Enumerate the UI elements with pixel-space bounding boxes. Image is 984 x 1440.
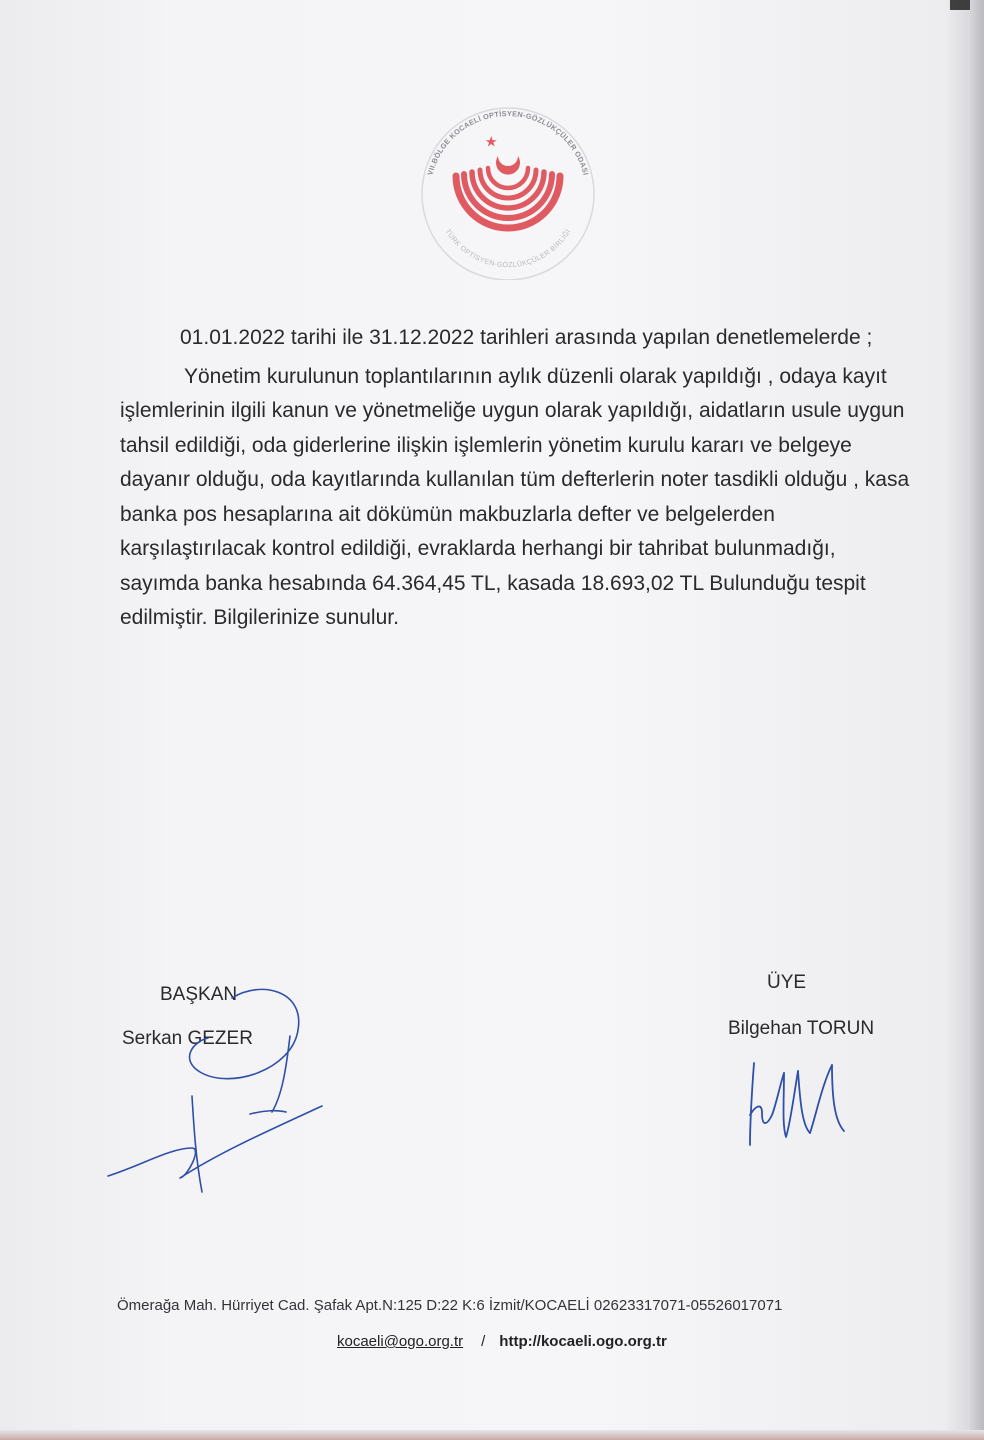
- letter-body: [120, 321, 920, 636]
- scan-artifact: [950, 0, 970, 10]
- letter-paragraph-2: [120, 360, 920, 636]
- footer-contact-links: [337, 1333, 667, 1350]
- letter-paragraph-1: [120, 321, 920, 356]
- member-name: Bilgehan TORUN: [728, 1018, 875, 1039]
- member-title: ÜYE: [767, 972, 807, 993]
- paragraph-1-text: 01.01.2022 tarihi ile 31.12.2022 tarihleri arasında yapılan denetlemelerde ;: [180, 326, 873, 349]
- bottom-edge: [0, 1430, 984, 1440]
- footer-website-link[interactable]: http://kocaeli.ogo.org.tr: [499, 1333, 667, 1350]
- page-edge-shadow: [970, 0, 984, 1440]
- president-title: BAŞKAN: [160, 984, 238, 1005]
- seal-ring-text-bottom: TÜRK OPTİSYEN-GÖZLÜKÇÜLER BİRLİĞİ: [443, 228, 573, 270]
- seal-ring-text-top: VII.BÖLGE KOCAELİ OPTİSYEN-GÖZLÜKÇÜLER ODASI: [425, 108, 591, 177]
- footer-separator: /: [481, 1333, 486, 1350]
- svg-text:TÜRK OPTİSYEN-GÖZLÜKÇÜLER BİRL: [444, 227, 573, 269]
- member-signature: [740, 1055, 860, 1150]
- president-name: Serkan GEZER: [122, 1028, 253, 1049]
- chamber-seal-logo: [412, 104, 604, 280]
- footer-email-link[interactable]: kocaeli@ogo.org.tr: [337, 1333, 464, 1350]
- footer-address: Ömerağa Mah. Hürriyet Cad. Şafak Apt.N:125 D:22 K:6 İzmit/KOCAELİ 02623317071-05526017071: [117, 1297, 783, 1314]
- paragraph-2-text: Yönetim kurulunun toplantılarının aylık düzenli olarak yapıldığı , odaya kayıt işlemlerinin ilgili kanun ve yönetmeliğe uygun olarak yapıldığı, aidatların usule uygun tahsil edildiği, oda giderlerine ilişkin işlemlerin yönetim kurulu kararı ve belgeye dayanır olduğu, oda kayıtlarında kullanılan tüm defterlerin noter tasdikli olduğu , kasa banka pos hesaplarına ait dökümün makbuzlarla defter ve belgelerden karşılaştırılacak kontrol edildiği, evraklarda herhangi bir tahribat bulunmadığı, sayımda banka hesabında 64.364,45 TL, kasada 18.693,02 TL Bulunduğu tespit edilmiştir. Bilgilerinize sunulur.: [120, 364, 910, 629]
- president-signature: [100, 980, 330, 1200]
